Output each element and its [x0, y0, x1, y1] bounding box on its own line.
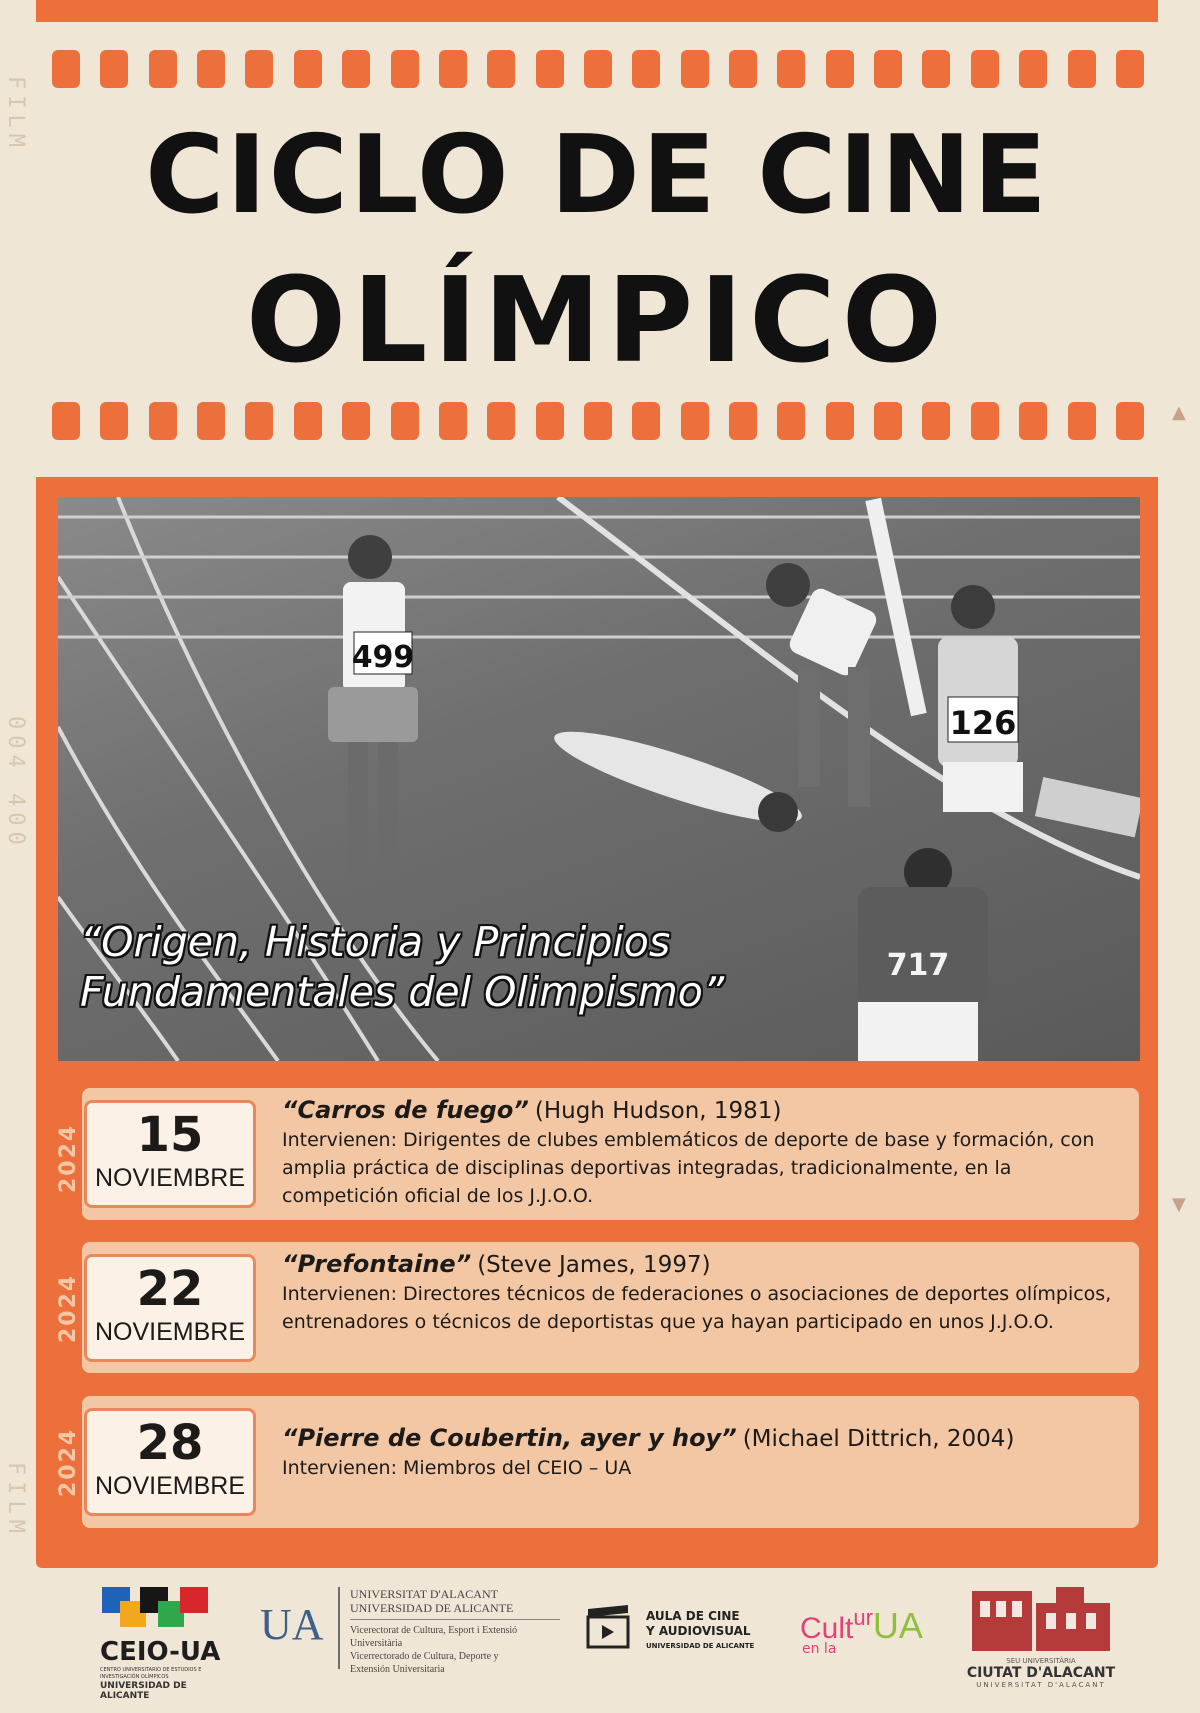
session-details	[282, 1424, 1122, 1482]
session-day: 28	[136, 1415, 204, 1471]
bib-126: 126	[949, 704, 1017, 742]
ceio-ua-logo	[100, 1583, 230, 1711]
session-details	[282, 1250, 1122, 1336]
cultura-text-3: en la	[802, 1641, 837, 1657]
film-title: “Pierre de Coubertin, ayer y hoy”	[282, 1424, 737, 1452]
cycle-subtitle	[80, 917, 980, 1017]
film-title: “Prefontaine”	[282, 1250, 472, 1278]
ua-vice-ca-1: Vicerectorat de Cultura, Esport i Extensió	[350, 1625, 518, 1636]
ceio-rings-icon	[100, 1583, 230, 1629]
sprocket-row-top	[40, 50, 1156, 92]
film-title: “Carros de fuego”	[282, 1096, 529, 1124]
speakers-label: Intervienen:	[282, 1129, 397, 1151]
cultura-text-1: Cult	[800, 1612, 854, 1645]
ua-vice-es-2: Extensión Universitaria	[350, 1664, 445, 1675]
cultura-text-4: UA	[872, 1605, 923, 1646]
ceio-name: CEIO-UA	[100, 1637, 221, 1667]
session-details	[282, 1096, 1122, 1210]
arrow-marker-icon: ▼	[1172, 1194, 1186, 1215]
bib-499: 499	[351, 640, 415, 675]
cycle-subtitle-line1: “Origen, Historia y Principios	[80, 918, 671, 966]
date-box	[84, 1100, 256, 1208]
building-icon	[966, 1583, 1116, 1653]
date-box	[84, 1254, 256, 1362]
ua-vice-es-1: Vicerrectorado de Cultura, Deporte y	[350, 1651, 499, 1662]
cultura-ua-logo	[800, 1605, 923, 1665]
speakers-text: Miembros del CEIO – UA	[403, 1457, 632, 1479]
aula-line3: UNIVERSIDAD DE ALICANTE	[646, 1642, 755, 1650]
ua-name-ca: UNIVERSITAT D'ALACANT	[350, 1587, 498, 1601]
speakers-text: Directores técnicos de federaciones o asociaciones de deportes olímpicos, entrenadores o técnicos de deportistas que ya hayan participado en unos J.J.O.O.	[282, 1283, 1112, 1333]
aula-line2: Y AUDIOVISUAL	[646, 1624, 751, 1638]
fallen-runner	[548, 716, 809, 838]
arrow-marker-icon: ▲	[1172, 402, 1186, 423]
speakers-label: Intervienen:	[282, 1457, 397, 1479]
sponsor-logos	[0, 1583, 1200, 1713]
side-text-stock-number: 004 400	[3, 716, 28, 851]
session-year: 2024	[56, 1273, 81, 1343]
ceio-subtitle: CENTRO UNIVERSITARIO DE ESTUDIOS E INVESTIGACIÓN OLÍMPICOS	[100, 1667, 202, 1680]
sede-alacant-logo	[966, 1583, 1116, 1711]
session-card-1	[82, 1088, 1139, 1220]
session-month: NOVIEMBRE	[94, 1472, 246, 1500]
ua-name-es: UNIVERSIDAD DE ALICANTE	[350, 1601, 514, 1615]
film-meta: (Michael Dittrich, 2004)	[742, 1426, 1015, 1452]
film-meta: (Hugh Hudson, 1981)	[534, 1098, 782, 1124]
runner-126	[938, 585, 1023, 812]
aula-line1: AULA DE CINE	[646, 1609, 740, 1623]
cultura-text-2: ur	[853, 1605, 873, 1630]
session-day: 15	[136, 1107, 204, 1163]
ua-vice-ca-2: Universitària	[350, 1638, 403, 1649]
speakers-label: Intervienen:	[282, 1283, 397, 1305]
session-year: 2024	[56, 1123, 81, 1193]
cycle-subtitle-line2: Fundamentales del Olimpismo”	[80, 968, 725, 1016]
session-month: NOVIEMBRE	[94, 1164, 246, 1192]
session-year: 2024	[56, 1427, 81, 1497]
bending-runner	[766, 563, 880, 807]
speakers-text: Dirigentes de clubes emblemáticos de deporte de base y formación, con amplia práctica de disciplinas deportivas integradas, tradicionalmente, en la competición oficial de los J.J.O.O.	[282, 1129, 1095, 1207]
film-meta: (Steve James, 1997)	[477, 1252, 711, 1278]
runner-499	[328, 535, 418, 882]
poster-title-line2: OLÍMPICO	[245, 251, 949, 389]
sede-line1: SEU UNIVERSITÀRIA	[1006, 1657, 1076, 1665]
side-text-film-top: FILM	[3, 76, 28, 153]
session-month: NOVIEMBRE	[94, 1318, 246, 1346]
session-card-3	[82, 1396, 1139, 1528]
aula-cine-logo	[584, 1603, 774, 1673]
sede-line2: CIUTAT D'ALACANT	[966, 1665, 1116, 1681]
ua-logo	[258, 1587, 558, 1707]
ceio-university: UNIVERSIDAD DE ALICANTE	[100, 1681, 187, 1701]
bib-717: 717	[886, 948, 950, 983]
side-text-film-bottom: FILM	[3, 1462, 28, 1539]
film-clapper-icon	[584, 1603, 638, 1653]
poster-title-line1: CICLO DE CINE	[145, 113, 1049, 238]
date-box	[84, 1408, 256, 1516]
ua-mark: UA	[260, 1600, 324, 1649]
session-day: 22	[136, 1261, 204, 1317]
session-card-2	[82, 1242, 1139, 1373]
sprocket-row-bottom	[40, 402, 1156, 444]
sede-line3: UNIVERSITAT D'ALACANT	[976, 1681, 1106, 1689]
